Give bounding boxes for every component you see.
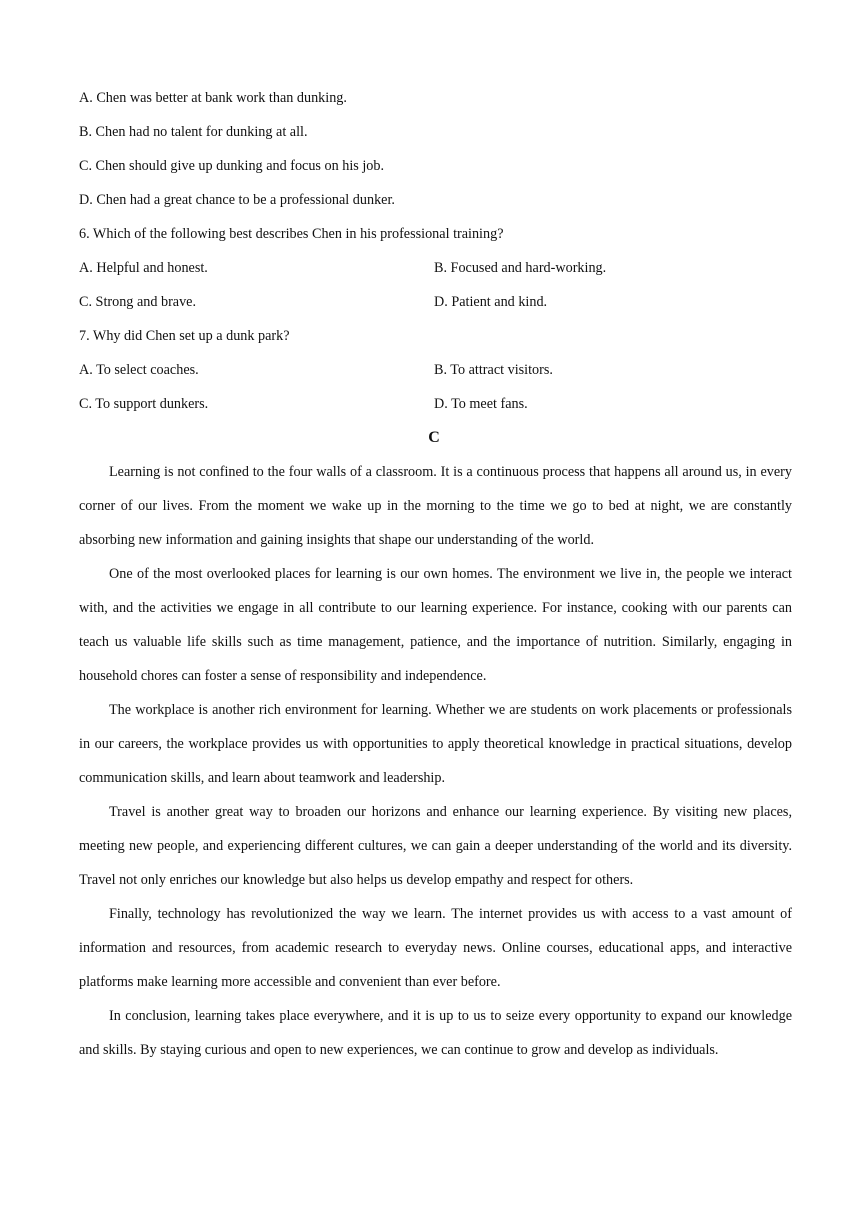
q5-option-b: B. Chen had no talent for dunking at all. xyxy=(79,124,308,140)
q7-option-a: A. To select coaches. xyxy=(79,362,199,378)
q6-option-b: B. Focused and hard-working. xyxy=(434,260,607,276)
q6-option-a: A. Helpful and honest. xyxy=(79,260,208,276)
section-heading: C xyxy=(428,429,440,446)
q5-option-d: D. Chen had a great chance to be a professional dunker. xyxy=(79,192,395,208)
passage-paragraph-4: Travel is another great way to broaden our horizons and enhance our learning experience. By visiting new places, meeting new people, and experiencing different cultures, we can gain a deeper understanding of the world and its diversity. Travel not only enriches our knowledge but also helps us develop empathy and respect for others. xyxy=(79,804,792,888)
passage-paragraph-5: Finally, technology has revolutionized the way we learn. The internet provides us with access to a vast amount of information and resources, from academic research to everyday news. Online courses, educational apps, and interactive platforms make learning more accessible and convenient than ever before. xyxy=(79,906,792,990)
q6-question: 6. Which of the following best describes Chen in his professional training? xyxy=(79,226,504,242)
q5-option-a: A. Chen was better at bank work than dunking. xyxy=(79,90,347,106)
q6-option-c: C. Strong and brave. xyxy=(79,294,197,310)
passage-paragraph-1: Learning is not confined to the four walls of a classroom. It is a continuous process that happens all around us, in every corner of our lives. From the moment we wake up in the morning to the time we go to bed at night, we are constantly absorbing new information and gaining insights that shape our understanding of the world. xyxy=(79,464,792,548)
q7-option-c: C. To support dunkers. xyxy=(79,396,209,412)
q7-option-d: D. To meet fans. xyxy=(434,396,528,412)
passage-paragraph-2: One of the most overlooked places for learning is our own homes. The environment we live in, the people we interact with, and the activities we engage in all contribute to our learning experience. For instance, cooking with our parents can teach us valuable life skills such as time management, patience, and the importance of nutrition. Similarly, engaging in household chores can foster a sense of responsibility and independence. xyxy=(79,566,792,684)
passage-paragraph-3: The workplace is another rich environment for learning. Whether we are students on work placements or professionals in our careers, the workplace provides us with opportunities to apply theoretical knowledge in practical situations, develop communication skills, and learn about teamwork and leadership. xyxy=(79,702,792,786)
q6-option-d: D. Patient and kind. xyxy=(434,294,548,310)
q7-question: 7. Why did Chen set up a dunk park? xyxy=(79,328,290,344)
q7-option-b: B. To attract visitors. xyxy=(434,362,553,378)
passage-paragraph-6: In conclusion, learning takes place everywhere, and it is up to us to seize every opportunity to expand our knowledge and skills. By staying curious and open to new experiences, we can continue to grow and develop as individuals. xyxy=(79,1008,792,1058)
q5-option-c: C. Chen should give up dunking and focus on his job. xyxy=(79,158,385,174)
